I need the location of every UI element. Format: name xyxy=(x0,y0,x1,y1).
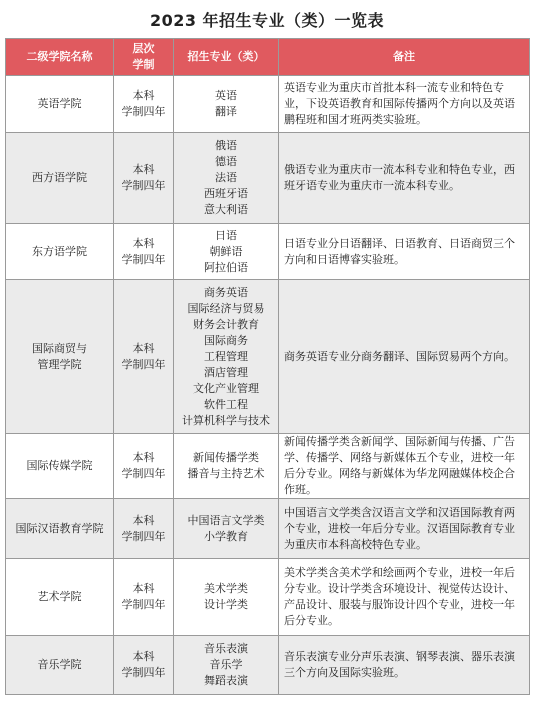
college-cell xyxy=(6,133,114,224)
header-level-line: 层次 xyxy=(132,42,155,55)
table-row xyxy=(6,76,530,133)
majors-cell xyxy=(174,280,279,434)
level-cell-line: 学制四年 xyxy=(121,357,166,371)
majors-cell xyxy=(174,76,279,133)
table-row xyxy=(6,280,530,434)
level-cell-line: 本科 xyxy=(132,163,155,176)
college-cell xyxy=(6,559,114,636)
majors-cell-line: 新闻传播学类 xyxy=(193,451,259,464)
college-cell-line: 国际商贸与 xyxy=(32,341,87,355)
majors-cell-line: 阿拉伯语 xyxy=(204,260,248,274)
majors-cell-line: 国际经济与贸易 xyxy=(187,301,265,315)
level-cell-line: 学制四年 xyxy=(121,666,166,679)
majors-cell-line: 财务会计教育 xyxy=(193,317,259,331)
header-notes: 备注 xyxy=(279,39,530,76)
level-cell xyxy=(114,224,174,280)
level-cell xyxy=(114,559,174,636)
college-cell xyxy=(6,224,114,280)
majors-cell-line: 俄语 xyxy=(215,139,237,152)
college-cell-line: 东方语学院 xyxy=(32,244,87,258)
majors-cell-line: 工程管理 xyxy=(204,349,248,363)
majors-cell-line: 播音与主持艺术 xyxy=(187,467,265,480)
table-body xyxy=(6,76,530,695)
majors-cell-line: 音乐学 xyxy=(209,658,243,671)
majors-cell xyxy=(174,133,279,224)
majors-cell-line: 朝鲜语 xyxy=(209,244,243,258)
majors-cell-line: 德语 xyxy=(215,155,237,168)
notes-cell: 商务英语专业分商务翻译、国际贸易两个方向。 xyxy=(279,280,530,434)
majors-cell-line: 西班牙语 xyxy=(204,187,248,200)
college-cell xyxy=(6,499,114,559)
table-row xyxy=(6,636,530,695)
college-cell xyxy=(6,76,114,133)
header-college: 二级学院名称 xyxy=(6,39,114,76)
majors-cell-line: 小学教育 xyxy=(204,529,248,543)
table-header-row xyxy=(6,39,530,76)
notes-cell: 俄语专业为重庆市一流本科专业和特色专业，西班牙语专业为重庆市一流本科专业。 xyxy=(279,133,530,224)
header-majors: 招生专业（类） xyxy=(174,39,279,76)
notes-cell: 美术学类含美术学和绘画两个专业，进校一年后分专业。设计学类含环境设计、视觉传达设计、产品设计、服装与服饰设计四个专业，进校一年后分专业。 xyxy=(279,559,530,636)
level-cell-line: 本科 xyxy=(132,513,155,527)
level-cell-line: 本科 xyxy=(132,236,155,250)
table-row xyxy=(6,133,530,224)
majors-cell xyxy=(174,224,279,280)
majors-cell xyxy=(174,636,279,695)
level-cell-line: 本科 xyxy=(132,650,155,663)
level-cell xyxy=(114,636,174,695)
majors-cell-line: 文化产业管理 xyxy=(193,381,259,395)
majors-cell-line: 软件工程 xyxy=(204,397,248,411)
majors-cell-line: 计算机科学与技术 xyxy=(182,413,270,427)
college-cell xyxy=(6,434,114,499)
level-cell xyxy=(114,434,174,499)
header-level xyxy=(114,39,174,76)
level-cell-line: 学制四年 xyxy=(121,252,166,266)
majors-cell xyxy=(174,559,279,636)
college-cell-line: 艺术学院 xyxy=(37,590,82,603)
college-cell-line: 英语学院 xyxy=(37,97,82,110)
notes-cell: 音乐表演专业分声乐表演、钢琴表演、器乐表演三个方向及国际实验班。 xyxy=(279,636,530,695)
college-cell-line: 国际汉语教育学院 xyxy=(15,521,104,535)
college-cell-line: 西方语学院 xyxy=(32,171,87,184)
majors-cell-line: 国际商务 xyxy=(204,333,248,347)
level-cell-line: 学制四年 xyxy=(121,105,166,118)
level-cell-line: 学制四年 xyxy=(121,179,166,192)
level-cell-line: 本科 xyxy=(132,582,155,595)
majors-cell-line: 日语 xyxy=(215,228,237,242)
notes-cell: 日语专业分日语翻译、日语教育、日语商贸三个方向和日语博睿实验班。 xyxy=(279,224,530,280)
level-cell-line: 学制四年 xyxy=(121,467,166,480)
college-cell-line: 音乐学院 xyxy=(37,658,82,671)
level-cell xyxy=(114,76,174,133)
college-cell-line: 管理学院 xyxy=(37,357,82,371)
majors-cell-line: 舞蹈表演 xyxy=(204,674,248,687)
majors-cell-line: 设计学类 xyxy=(204,598,248,611)
majors-cell xyxy=(174,499,279,559)
majors-cell-line: 美术学类 xyxy=(204,582,248,595)
college-cell xyxy=(6,280,114,434)
table-row xyxy=(6,499,530,559)
majors-cell-line: 意大利语 xyxy=(204,203,248,216)
header-level-line: 学制 xyxy=(132,58,155,71)
level-cell-line: 学制四年 xyxy=(121,598,166,611)
notes-cell: 新闻传播学类含新闻学、国际新闻与传播、广告学、传播学、网络与新媒体五个专业，进校一年后分专业。网络与新媒体为华龙网融媒体校企合作班。 xyxy=(279,434,530,499)
majors-cell-line: 中国语言文学类 xyxy=(187,513,265,527)
level-cell xyxy=(114,133,174,224)
admissions-table xyxy=(5,38,530,695)
level-cell xyxy=(114,499,174,559)
table-row xyxy=(6,559,530,636)
level-cell xyxy=(114,280,174,434)
table-row xyxy=(6,224,530,280)
majors-cell-line: 酒店管理 xyxy=(204,365,248,379)
level-cell-line: 本科 xyxy=(132,341,155,355)
majors-cell-line: 英语 xyxy=(215,89,237,102)
majors-cell-line: 法语 xyxy=(215,171,237,184)
table-row xyxy=(6,434,530,499)
majors-cell-line: 翻译 xyxy=(215,105,237,118)
majors-cell xyxy=(174,434,279,499)
level-cell-line: 本科 xyxy=(132,89,155,102)
college-cell-line: 国际传媒学院 xyxy=(26,459,93,472)
majors-cell-line: 商务英语 xyxy=(204,285,248,299)
college-cell xyxy=(6,636,114,695)
majors-cell-line: 音乐表演 xyxy=(204,642,248,655)
notes-cell: 英语专业为重庆市首批本科一流专业和特色专业，下设英语教育和国际传播两个方向以及英语鹏程班和国才班两类实验班。 xyxy=(279,76,530,133)
level-cell-line: 学制四年 xyxy=(121,529,166,543)
level-cell-line: 本科 xyxy=(132,451,155,464)
page-title: 2023 年招生专业（类）一览表 xyxy=(149,11,385,30)
notes-cell: 中国语言文学类含汉语言文学和汉语国际教育两个专业，进校一年后分专业。汉语国际教育专业为重庆市本科高校特色专业。 xyxy=(279,499,530,559)
